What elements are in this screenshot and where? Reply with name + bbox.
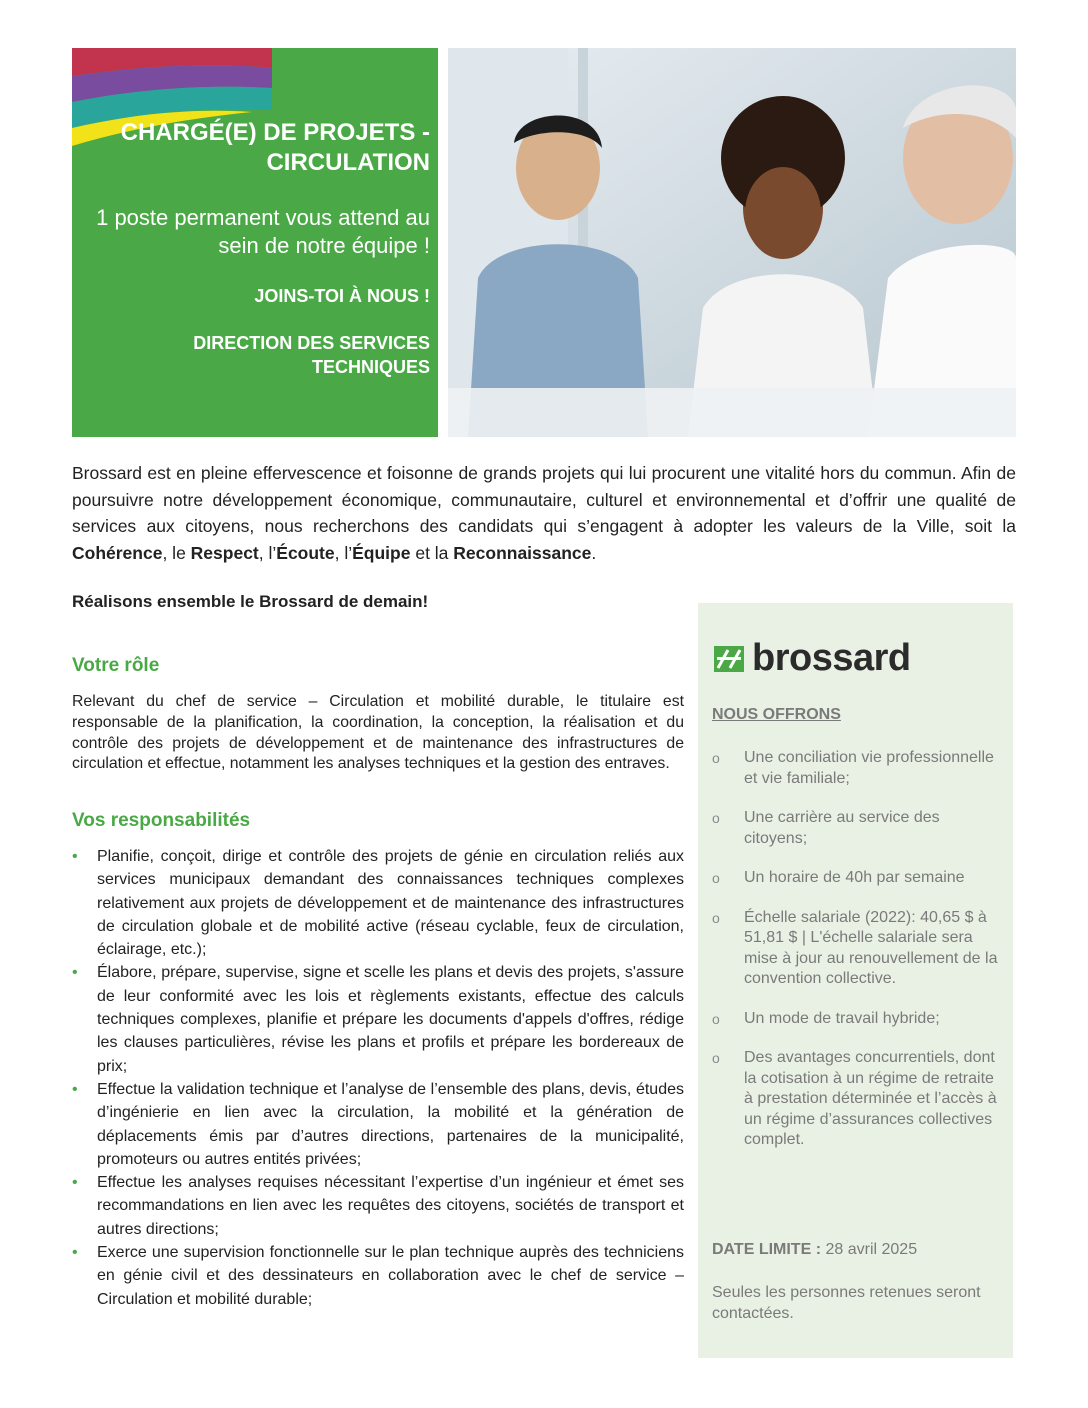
intro-separator: et la: [410, 542, 454, 563]
circle-bullet-icon: o: [712, 1010, 720, 1027]
intro-paragraph: [72, 460, 1016, 566]
bullet-icon: •: [72, 1244, 78, 1262]
offer-text: Un horaire de 40h par semaine: [744, 869, 965, 886]
bullet-icon: •: [72, 848, 78, 865]
list-item: [712, 868, 1002, 889]
offer-text: Des avantages concurrentiels, dont la cotisation à un régime de retraite à prestation déterminée et l’accès à un régime d’assurances collectives complet.: [744, 1049, 997, 1148]
list-item: [72, 845, 684, 961]
list-item: [712, 908, 1002, 990]
circle-bullet-icon: o: [712, 810, 720, 826]
role-description: Relevant du chef de service – Circulation et mobilité durable, le titulaire est responsable de la planification, la coordination, la conception, la réalisation et du contrôle des projets de développement et de maintenance des infrastructures de circulation et effectue, notamment les analyses techniques et la gestion des entraves.: [72, 693, 684, 773]
bullet-icon: •: [72, 1080, 78, 1098]
offer-text: Échelle salariale (2022): 40,65 $ à 51,81 $ | L'échelle salariale sera mise à jour au renouvellement de la convention collective.: [744, 908, 998, 987]
list-item: [72, 1078, 684, 1171]
responsibilities-list: [72, 845, 684, 1311]
value-respect: Respect: [190, 542, 259, 563]
banner-subtitle: 1 poste permanent vous attend au sein de notre équipe !: [96, 205, 430, 258]
offer-heading: NOUS OFFRONS: [712, 706, 841, 723]
team-photo-illustration: [448, 48, 1016, 437]
job-title: CHARGÉ(E) DE PROJETS - CIRCULATION: [120, 119, 430, 176]
intro-text: Brossard est en pleine effervescence et foisonne de grands projets qui lui procurent une vitalité hors du commun. Afin de poursuivre notre développement économique, communautaire, culturel et environnemental et d’offrir une qualité de services aux citoyens, nous recherchons des candidats qui s’engagent à adopter les valeurs de la Ville, soit la: [72, 463, 1016, 536]
deadline: [712, 1241, 917, 1259]
offer-text: Une carrière au service des citoyens;: [744, 809, 940, 847]
responsibilities-heading: Vos responsabilités: [72, 810, 251, 831]
brossard-wordmark: brossard: [752, 637, 911, 679]
team-photo: [448, 48, 1016, 437]
brossard-logo-icon: [714, 646, 744, 672]
intro-separator: , l’: [334, 542, 353, 563]
value-equipe: Équipe: [352, 542, 411, 563]
value-coherence: Cohérence: [72, 542, 163, 563]
circle-bullet-icon: o: [712, 1050, 720, 1066]
responsibility-text: Exerce une supervision fonctionnelle sur le plan technique auprès des techniciens en génie civil et des dessinateurs en collaboration avec le chef de service – Circulation et mobilité durable;: [97, 1244, 684, 1308]
intro-end: .: [591, 542, 597, 563]
banner-text: [80, 118, 430, 379]
circle-bullet-icon: o: [712, 909, 720, 926]
circle-bullet-icon: o: [712, 870, 720, 886]
offer-text: Un mode de travail hybride;: [744, 1009, 940, 1027]
list-item: [712, 1048, 1002, 1151]
list-item: [712, 1009, 1002, 1030]
offer-list: [712, 748, 1002, 1170]
retained-notice: Seules les personnes retenues seront contactées.: [712, 1284, 981, 1322]
value-reconnaissance: Reconnaissance: [453, 542, 592, 563]
responsibility-text: Élabore, prépare, supervise, signe et scelle les plans et devis des projets, s'assure de leur conformité avec les lois et règlements existants, effectue des calculs techniques complexes, planifie et prépare les documents d'appels d'offres, rédige les clauses particulières, révise les plans et profils et prépare les bordereaux de prix;: [97, 964, 684, 1075]
join-us-text: JOINS-TOI À NOUS !: [254, 286, 430, 306]
intro-separator: , le: [162, 542, 191, 563]
responsibility-text: Effectue la validation technique et l’analyse de l’ensemble des plans, devis, études d’ingénierie en lien avec la circulation, la mobilité et la génération de déplacements émis par d’autres directions, partenaires de la municipalité, promoteurs ou autres entités privées;: [97, 1080, 684, 1168]
direction-name: DIRECTION DES SERVICES TECHNIQUES: [193, 333, 430, 377]
responsibility-text: Effectue les analyses requises nécessitant l’expertise d’un ingénieur et émet ses recommandations en lien avec les requêtes des citoyens, sociétés de transport et autres directions;: [97, 1174, 684, 1238]
value-ecoute: Écoute: [276, 542, 335, 563]
bullet-icon: •: [72, 1174, 78, 1192]
list-item: [72, 1171, 684, 1241]
deadline-value: 28 avril 2025: [825, 1241, 918, 1258]
list-item: [72, 1241, 684, 1311]
brossard-logo: [714, 637, 911, 680]
offer-text: Une conciliation vie professionnelle et vie familiale;: [744, 749, 994, 787]
offer-sidebar: [698, 603, 1013, 1358]
tagline: Réalisons ensemble le Brossard de demain!: [72, 592, 429, 611]
deadline-label: DATE LIMITE :: [712, 1241, 822, 1258]
responsibility-text: Planifie, conçoit, dirige et contrôle des projets de génie en circulation reliés aux services municipaux demandant des connaissances techniques complexes relativement aux projets de développement et de maintenance des infrastructures de circulation globale et de mobilité active (réseau cyclable, feux de circulation, éclairage, etc.);: [97, 848, 684, 959]
list-item: [72, 961, 684, 1077]
intro-separator: , l’: [258, 542, 277, 563]
list-item: [712, 748, 1002, 789]
list-item: [712, 808, 1002, 849]
header-banner: [72, 48, 438, 437]
bullet-icon: •: [72, 964, 78, 982]
role-heading: Votre rôle: [72, 655, 160, 676]
circle-bullet-icon: o: [712, 750, 720, 766]
